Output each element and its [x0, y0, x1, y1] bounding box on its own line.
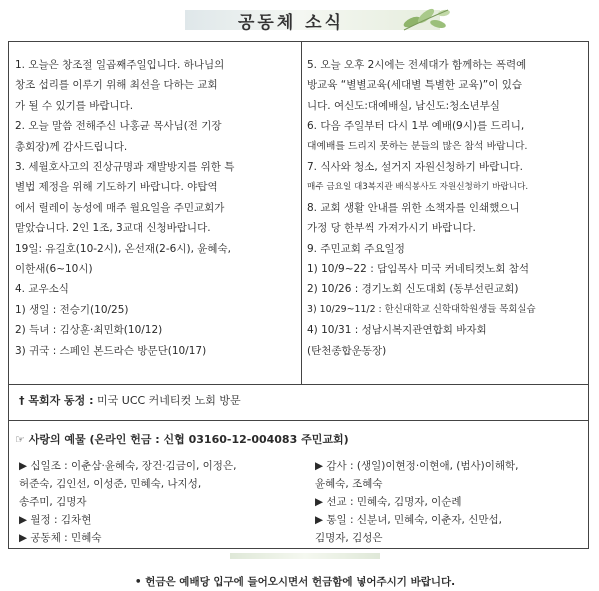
offering-line: 윤혜숙, 조혜숙 [315, 478, 383, 490]
offering-right-list [315, 457, 585, 547]
offering-columns [15, 457, 585, 565]
notice-line: 1) 10/9~22 : 담임목사 미국 커네티컷노회 참석 [307, 263, 530, 276]
news-box [8, 41, 589, 588]
notice-line: 대예배를 드리지 못하는 분들의 많은 참석 바랍니다. [307, 140, 528, 152]
notice-line: 19일: 유길호(10-2시), 온선재(2-6시), 윤혜숙, [15, 242, 232, 255]
offering-line: ▶ 월정 : 김차현 [19, 514, 92, 526]
notice-line: 1. 오늘은 창조절 일곱째주일입니다. 하나님의 [15, 59, 225, 71]
bottom-decoration [230, 553, 380, 559]
pastor-news-label: † 목회자 동정 : [19, 394, 94, 407]
notice-line: 2. 오늘 말씀 전해주신 나홍균 목사님(전 기장 [15, 120, 222, 133]
notice-line: 방교육 “별별교육(세대별 특별한 교육)”이 있습 [307, 79, 522, 92]
notice-line: 2) 득녀 : 김상훈·최민화(10/12) [15, 324, 163, 337]
pastor-news [19, 392, 241, 408]
header [0, 0, 599, 34]
offering-line: 허준숙, 김인선, 이성준, 민혜숙, 나지성, [19, 478, 202, 490]
notice-line: 총회장)께 감사드립니다. [15, 140, 128, 153]
offering-left-list [19, 457, 309, 547]
offering-line: ▶ 통일 : 신분녀, 민혜숙, 이춘자, 신만섭, [315, 514, 502, 526]
column-divider [301, 42, 302, 384]
section-divider [9, 420, 588, 421]
notice-line: 8. 교회 생활 안내를 위한 소책자를 인쇄했으니 [307, 201, 520, 214]
notice-line: 4. 교우소식 [15, 283, 69, 296]
notice-line: 4) 10/31 : 성남시복지관연합회 바자회 [307, 324, 487, 337]
notice-line: 3) 10/29~11/2 : 한신대학교 신학대학원생들 목회실습 [307, 303, 536, 315]
notice-line: 매주 금요일 대3복지관 배식봉사도 자원신청하기 바랍니다. [307, 182, 529, 193]
notice-line: 9. 주민교회 주요일정 [307, 242, 405, 255]
pastor-news-text: 미국 UCC 커네티컷 노회 방문 [93, 394, 241, 407]
notice-line: 6. 다음 주일부터 다시 1부 예배(9시)를 드리니, [307, 120, 525, 133]
offering-line: 송주미, 김명자 [19, 496, 87, 508]
leaves-decoration-icon [400, 4, 452, 34]
section-divider [9, 384, 588, 385]
notice-line: 가 될 수 있기를 바랍니다. [15, 99, 134, 112]
offering-line: ▶ 십일조 : 이춘삼·윤혜숙, 장건·김금이, 이정은, [19, 460, 237, 472]
notice-line: 이한새(6~10시) [15, 263, 93, 276]
notice-line: (탄천종합운동장) [307, 344, 387, 357]
offering-line: ▶ 공동체 : 민혜숙 [19, 532, 102, 544]
notice-line: 1) 생일 : 전승기(10/25) [15, 303, 129, 316]
left-column [15, 55, 299, 361]
notice-line: 맡았습니다. 2인 1조, 3교대 신청바랍니다. [15, 222, 211, 235]
notice-line: 3. 세월호사고의 진상규명과 재발방지를 위한 특 [15, 161, 235, 174]
notice-line: 가정 당 한부씩 가져가시기 바랍니다. [307, 222, 476, 235]
notice-line: 2) 10/26 : 경기노회 신도대회 (동부선린교회) [307, 283, 519, 296]
right-column [307, 55, 585, 361]
notice-line: 7. 식사와 청소, 설거지 자원신청하기 바랍니다. [307, 161, 523, 174]
notice-line: 창조 섭리를 이루기 위해 최선을 다하는 교회 [15, 79, 218, 92]
page-title: 공동체 소식 [238, 13, 345, 33]
offering-note: • 헌금은 예배당 입구에 들어오시면서 헌금함에 넣어주시기 바랍니다. [134, 576, 456, 588]
offering-line: ▶ 선교 : 민혜숙, 김명자, 이순례 [315, 496, 462, 508]
offering-line: 김명자, 김성은 [315, 532, 383, 544]
notice-line: 별법 제정을 위해 기도하기 바랍니다. 야탑역 [15, 181, 218, 194]
notice-line: 에서 릴레이 농성에 매주 월요일을 주민교회가 [15, 201, 225, 214]
notice-line: 5. 오늘 오후 2시에는 전세대가 함께하는 폭력예 [307, 59, 527, 71]
offering-section [15, 431, 585, 588]
notice-line: 3) 귀국 : 스페인 본드라슨 방문단(10/17) [15, 344, 207, 357]
offering-heading: ☞ 사랑의 예물 (온라인 헌금 : 신협 03160-12-004083 주민교회) [15, 433, 349, 446]
notice-line: 니다. 여신도:대예배실, 남신도:청소년부실 [307, 99, 500, 112]
offering-line: ▶ 감사 : (생일)이현정·이현애, (범사)이해학, [315, 460, 519, 472]
